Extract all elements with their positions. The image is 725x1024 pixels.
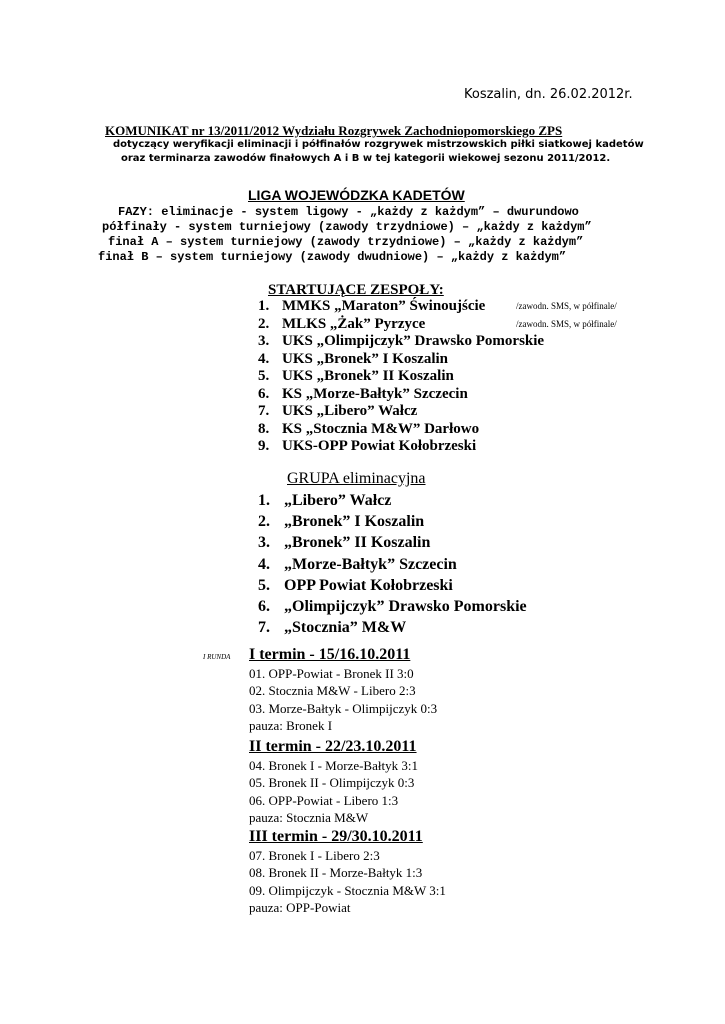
team-name: UKS „Bronek” I Koszalin xyxy=(282,350,449,367)
team-name: UKS „Libero” Wałcz xyxy=(282,403,418,419)
list-item xyxy=(258,315,617,334)
item-number: 5. xyxy=(258,576,270,594)
match-line: 02. Stocznia M&W - Libero 2:3 xyxy=(249,683,416,699)
list-item xyxy=(258,298,617,316)
term-2-matches xyxy=(249,757,418,826)
league-title: LIGA WOJEWÓDZKA KADETÓW xyxy=(248,187,465,203)
team-name: UKS „Bronek” II Koszalin xyxy=(282,368,454,384)
item-number: 1. xyxy=(258,492,270,509)
bye-line: pauza: Bronek I xyxy=(249,717,333,733)
term-2-heading: II termin - 22/23.10.2011 xyxy=(249,738,417,755)
team-name: MMKS „Maraton” Świnoujście xyxy=(282,298,486,314)
phases-line-3: finał A – system turniejowy (zawody trzydniowe) – „każdy z każdym” xyxy=(108,235,584,249)
match-line: 07. Bronek I - Libero 2:3 xyxy=(249,848,380,863)
item-number: 3. xyxy=(258,333,270,349)
list-item xyxy=(258,386,544,404)
phases-line-4: finał B – system turniejowy (zawody dwudniowe) – „każdy z każdym” xyxy=(98,250,567,264)
item-number: 6. xyxy=(258,597,270,615)
team-name: „Olimpijczyk” Drawsko Pomorskie xyxy=(284,597,527,615)
list-item xyxy=(258,554,527,575)
term-3-heading: III termin - 29/30.10.2011 xyxy=(249,828,423,845)
list-item xyxy=(258,351,544,369)
list-item xyxy=(258,421,544,439)
match-line: 08. Bronek II - Morze-Bałtyk 1:3 xyxy=(249,865,423,881)
match-line: 04. Bronek I - Morze-Bałtyk 3:1 xyxy=(249,758,418,773)
team-name: MLKS „Żak” Pyrzyce xyxy=(282,315,426,332)
team-name: „Morze-Bałtyk” Szczecin xyxy=(284,555,457,573)
list-item xyxy=(258,333,544,351)
team-name: „Bronek” II Koszalin xyxy=(284,534,431,552)
starting-teams-heading: STARTUJĄCE ZESPOŁY: xyxy=(268,282,444,298)
team-name: KS „Stocznia M&W” Darłowo xyxy=(282,420,480,437)
starting-teams-list xyxy=(258,298,617,456)
item-number: 8. xyxy=(258,420,270,437)
item-number: 5. xyxy=(258,368,270,384)
list-item xyxy=(258,575,527,596)
match-line: 01. OPP-Powiat - Bronek II 3:0 xyxy=(249,666,414,681)
list-item xyxy=(258,532,527,553)
match-line: 05. Bronek II - Olimpijczyk 0:3 xyxy=(249,775,415,791)
bye-line: pauza: OPP-Powiat xyxy=(249,899,351,915)
communique-title: KOMUNIKAT nr 13/2011/2012 Wydziału Rozgrywek Zachodniopomorskiego ZPS xyxy=(105,123,563,138)
item-number: 4. xyxy=(258,555,270,573)
team-note: /zawodn. SMS, w półfinale/ xyxy=(516,318,617,329)
match-line: 06. OPP-Powiat - Libero 1:3 xyxy=(249,792,399,808)
item-number: 4. xyxy=(258,350,270,367)
round-label: I RUNDA xyxy=(203,653,231,661)
team-name: UKS-OPP Powiat Kołobrzeski xyxy=(282,438,477,454)
term-1-heading: I termin - 15/16.10.2011 xyxy=(249,646,411,663)
team-name: „Stocznia” M&W xyxy=(284,619,407,637)
match-line: 03. Morze-Bałtyk - Olimpijczyk 0:3 xyxy=(249,700,438,716)
communique-subtitle-line-2: oraz terminarza zawodów finałowych A i B w tej kategorii wiekowej sezonu 2011/2012. xyxy=(121,153,611,164)
team-name: „Bronek” I Koszalin xyxy=(284,513,425,531)
group-heading: GRUPA eliminacyjna xyxy=(287,470,426,487)
phases-line-2: półfinały - system turniejowy (zawody trzydniowe) – „każdy z każdym” xyxy=(102,220,592,234)
match-line: 09. Olimpijczyk - Stocznia M&W 3:1 xyxy=(249,882,446,898)
list-item xyxy=(258,617,527,638)
team-name: KS „Morze-Bałtyk” Szczecin xyxy=(282,385,468,402)
item-number: 7. xyxy=(258,403,270,419)
team-note: /zawodn. SMS, w półfinale/ xyxy=(516,301,617,311)
group-list xyxy=(258,490,527,638)
list-item xyxy=(258,438,544,456)
term-1-matches xyxy=(249,665,437,734)
item-number: 1. xyxy=(258,298,270,314)
item-number: 2. xyxy=(258,513,270,531)
list-item xyxy=(258,368,544,386)
item-number: 9. xyxy=(258,438,270,454)
team-name: OPP Powiat Kołobrzeski xyxy=(284,576,453,594)
team-name: „Libero” Wałcz xyxy=(284,492,392,509)
document-date: Koszalin, dn. 26.02.2012r. xyxy=(464,87,633,102)
list-item xyxy=(258,403,544,421)
phases-line-1: FAZY: eliminacje - system ligowy - „każdy z każdym” – dwurundowo xyxy=(118,205,579,219)
term-3-matches xyxy=(249,847,446,916)
item-number: 7. xyxy=(258,619,270,637)
item-number: 3. xyxy=(258,534,270,552)
communique-subtitle-line-1: dotyczący weryfikacji eliminacji i półfinałów rozgrywek mistrzowskich piłki siatkowej kadetów xyxy=(113,139,644,150)
list-item xyxy=(258,511,527,532)
list-item xyxy=(258,596,527,617)
bye-line: pauza: Stocznia M&W xyxy=(249,809,369,825)
item-number: 2. xyxy=(258,315,270,332)
item-number: 6. xyxy=(258,385,270,402)
team-name: UKS „Olimpijczyk” Drawsko Pomorskie xyxy=(282,333,545,349)
list-item xyxy=(258,490,527,511)
